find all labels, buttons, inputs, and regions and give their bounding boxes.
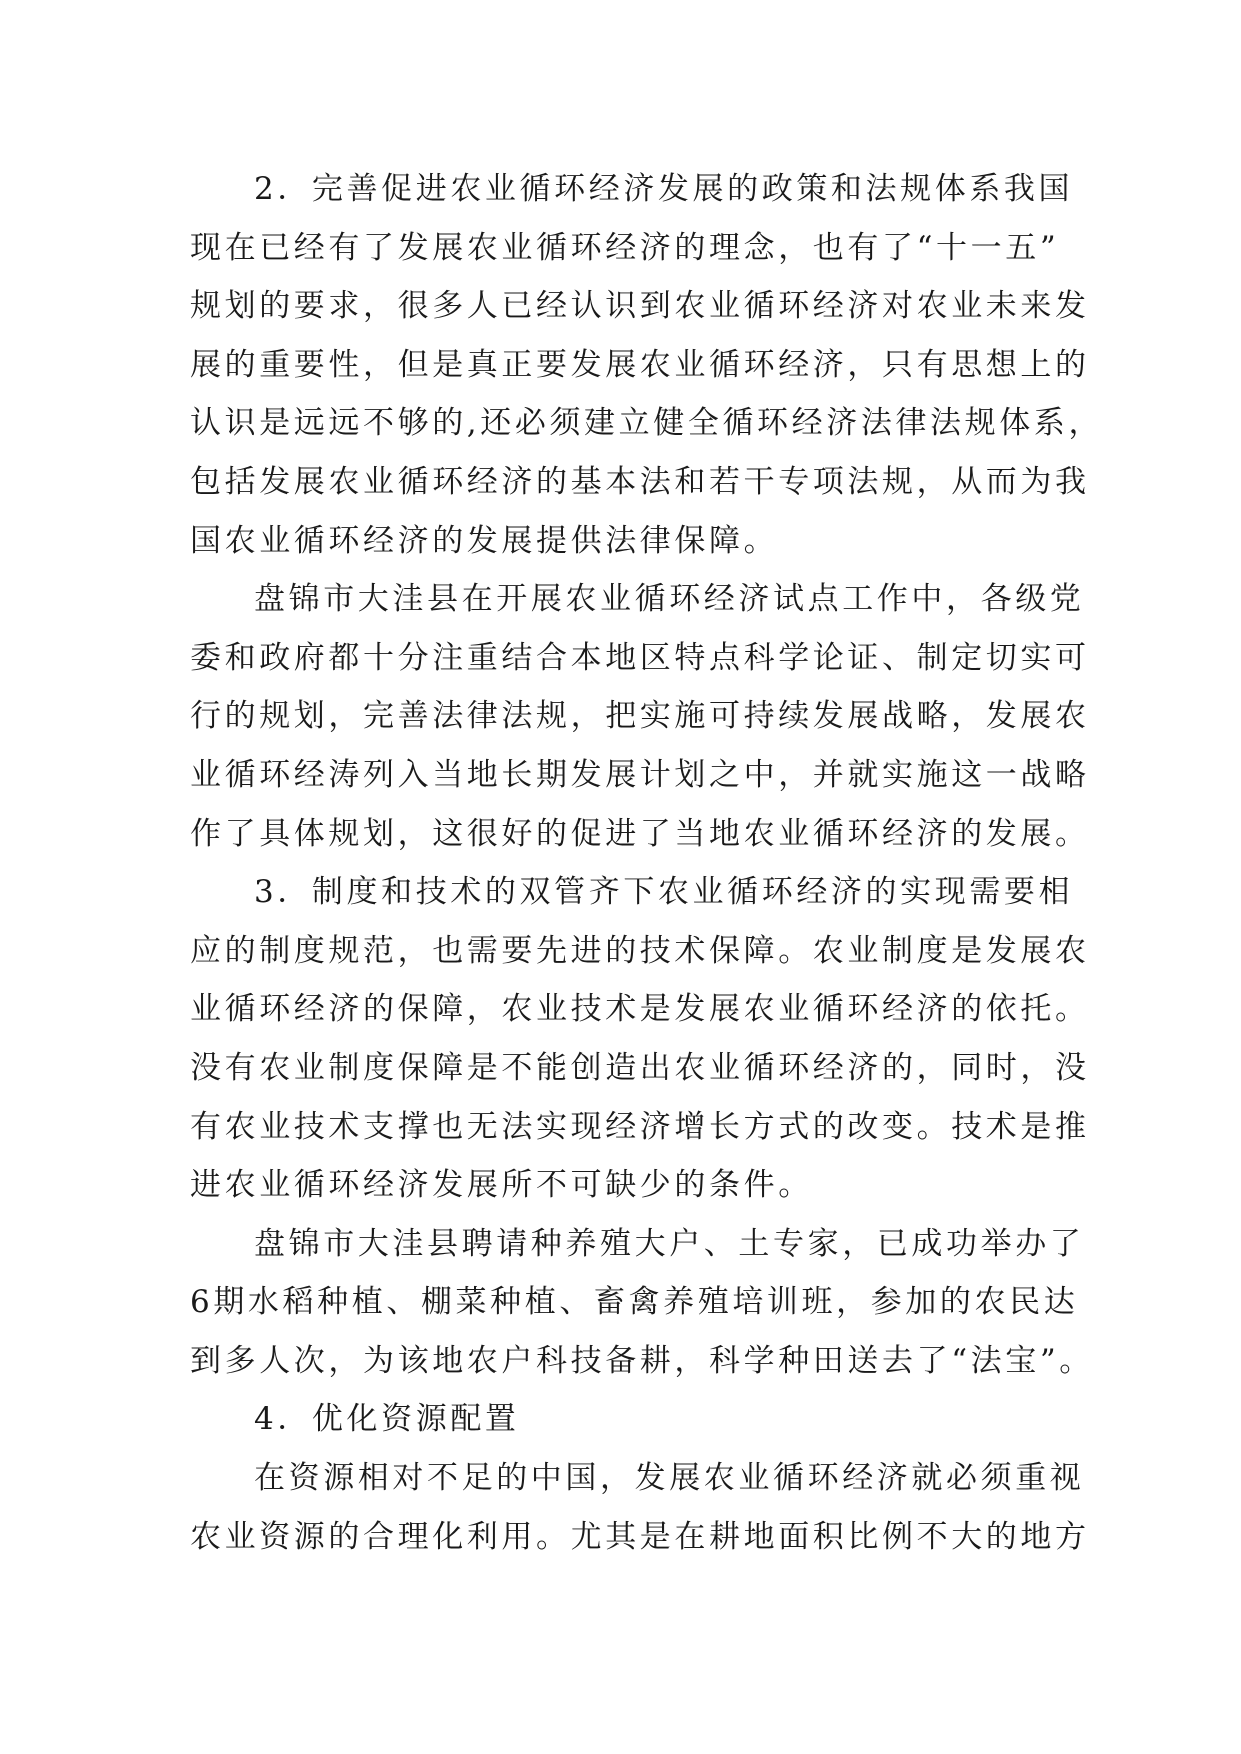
text-line: 6期水稻种植、棚菜种植、畜禽养殖培训班，参加的农民达: [190, 1284, 1079, 1321]
text-line: 没有农业制度保障是不能创造出农业循环经济的，同时，没: [190, 1049, 1090, 1086]
text-line: 作了具体规划，这很好的促进了当地农业循环经济的发展。: [190, 815, 1090, 852]
text-line: 盘锦市大洼县聘请种养殖大户、土专家，已成功举办了: [254, 1225, 1085, 1262]
text-line: 业循环经济的保障，农业技术是发展农业循环经济的依托。: [190, 991, 1090, 1028]
text-line: 应的制度规范，也需要先进的技术保障。农业制度是发展农: [190, 932, 1090, 969]
text-line: 在资源相对不足的中国，发展农业循环经济就必须重视: [254, 1460, 1085, 1497]
text-line: 包括发展农业循环经济的基本法和若干专项法规，从而为我: [190, 463, 1090, 500]
text-line: 有农业技术支撑也无法实现经济增长方式的改变。技术是推: [190, 1108, 1090, 1145]
text-line: 2．完善促进农业循环经济发展的政策和法规体系我国: [254, 171, 1074, 207]
text-line: 进农业循环经济发展所不可缺少的条件。: [190, 1167, 813, 1204]
text-line: 规划的要求，很多人已经认识到农业循环经济对农业未来发: [190, 288, 1090, 325]
text-line: 4．优化资源配置: [254, 1401, 520, 1438]
document-body: [190, 160, 1104, 1566]
text-line: 盘锦市大洼县在开展农业循环经济试点工作中，各级党: [254, 581, 1085, 618]
text-line: 展的重要性，但是真正要发展农业循环经济，只有思想上的: [190, 346, 1090, 383]
text-line: 委和政府都十分注重结合本地区特点科学论证、制定切实可: [190, 639, 1090, 676]
text-line: 国农业循环经济的发展提供法律保障。: [190, 522, 779, 559]
text-line: 到多人次，为该地农户科技备耕，科学种田送去了“法宝”。: [190, 1342, 1094, 1379]
text-line: 农业资源的合理化利用。尤其是在耕地面积比例不大的地方: [190, 1518, 1090, 1555]
text-line: 现在已经有了发展农业循环经济的理念，也有了“十一五”: [190, 229, 1060, 266]
text-line: 业循环经涛列入当地长期发展计划之中，并就实施这一战略: [190, 756, 1090, 793]
text-line: 3．制度和技术的双管齐下农业循环经济的实现需要相: [254, 874, 1074, 911]
text-line: 行的规划，完善法律法规，把实施可持续发展战略，发展农: [190, 698, 1090, 735]
text-line: 认识是远远不够的,还必须建立健全循环经济法律法规体系，: [190, 405, 1104, 442]
